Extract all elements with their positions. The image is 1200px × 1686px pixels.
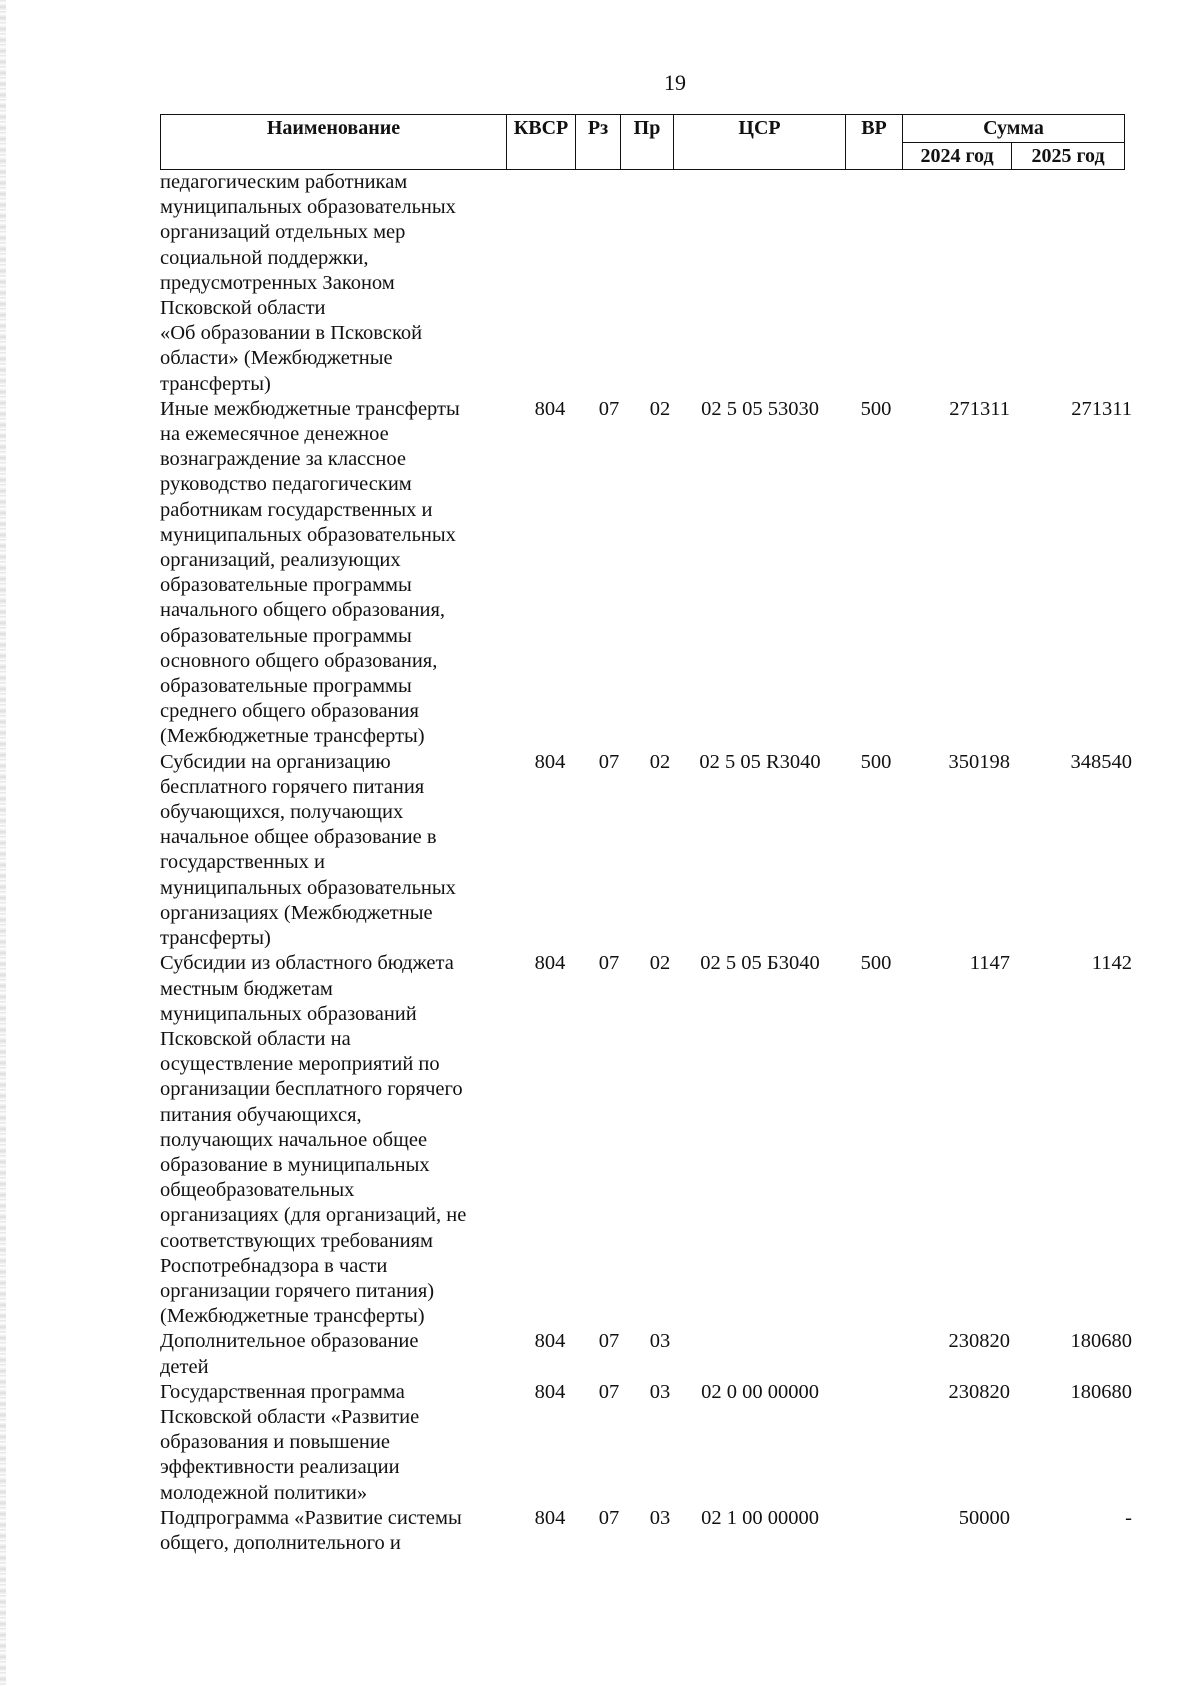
row-rz: 07 bbox=[598, 397, 620, 420]
row-sum-2024: 271311 bbox=[949, 397, 1010, 420]
page-number: 19 bbox=[664, 70, 686, 95]
row-kvsr: 804 bbox=[534, 1380, 566, 1403]
row-csr: 02 5 05 Б3040 bbox=[700, 952, 820, 975]
row-kvsr: 804 bbox=[534, 952, 566, 975]
row-sum-2025: 180680 bbox=[1070, 1380, 1132, 1403]
row-csr: 02 5 05 53030 bbox=[701, 397, 819, 420]
row-pr: 03 bbox=[649, 1330, 671, 1353]
header-name: Наименование bbox=[161, 115, 507, 170]
table-row bbox=[160, 1506, 1140, 1556]
row-name: Государственная программа Псковской области «Развитие образования и повышение эффективности реализации молодежной политики» bbox=[160, 1380, 420, 1504]
row-sum-2025: 271311 bbox=[1071, 397, 1132, 420]
row-csr: 02 5 05 R3040 bbox=[699, 750, 821, 773]
row-sum-2025: 348540 bbox=[1070, 750, 1132, 773]
table-row bbox=[160, 750, 1140, 952]
row-rz: 07 bbox=[598, 1330, 620, 1353]
row-vr: 500 bbox=[860, 750, 892, 773]
row-sum-2024: 1147 bbox=[969, 952, 1010, 975]
table-body bbox=[160, 170, 1140, 1556]
table-row bbox=[160, 170, 1140, 397]
row-kvsr: 804 bbox=[534, 1330, 566, 1353]
row-vr: 500 bbox=[860, 397, 892, 420]
row-rz: 07 bbox=[598, 1380, 620, 1403]
table-header bbox=[160, 114, 1125, 170]
row-sum-2024: 350198 bbox=[948, 750, 1010, 773]
row-csr: 02 1 00 00000 bbox=[701, 1506, 819, 1529]
table-row bbox=[160, 1329, 1140, 1379]
row-name: Дополнительное образование детей bbox=[160, 1330, 419, 1378]
header-rz: Рз bbox=[576, 115, 621, 170]
table-row bbox=[160, 397, 1140, 750]
row-sum-2024: 230820 bbox=[948, 1380, 1010, 1403]
row-name: Подпрограмма «Развитие системы общего, дополнительного и bbox=[160, 1506, 462, 1554]
row-rz: 07 bbox=[598, 750, 620, 773]
row-kvsr: 804 bbox=[534, 397, 566, 420]
row-pr: 03 bbox=[649, 1380, 671, 1403]
header-year-2024: 2024 год bbox=[903, 142, 1012, 170]
row-pr: 02 bbox=[649, 397, 671, 420]
row-name: педагогическим работникам муниципальных образовательных организаций отдельных мер социальной поддержки, предусмотренных Законом Псковской области «Об образовании в Псковской области» (Межбюджетные трансферты) bbox=[160, 171, 456, 395]
header-csr: ЦСР bbox=[674, 115, 846, 170]
row-rz: 07 bbox=[598, 1506, 620, 1529]
row-pr: 03 bbox=[649, 1506, 671, 1529]
header-pr: Пр bbox=[621, 115, 674, 170]
row-csr: 02 0 00 00000 bbox=[701, 1380, 819, 1403]
row-kvsr: 804 bbox=[534, 1506, 566, 1529]
row-name: Иные межбюджетные трансферты на ежемесячное денежное вознаграждение за классное руководство педагогическим работникам государственных и муниципальных образовательных организаций, реализующих образовательные программы начального общего образования, образовательные программы основного общего образования, образовательные программы среднего общего образования (Межбюджетные трансферты) bbox=[160, 397, 460, 748]
row-rz: 07 bbox=[598, 952, 620, 975]
scan-edge bbox=[0, 0, 6, 1686]
row-name: Субсидии на организацию бесплатного горячего питания обучающихся, получающих начальное общее образование в государственных и муниципальных образовательных организациях (Межбюджетные трансферты) bbox=[160, 750, 456, 950]
header-kvsr: КВСР bbox=[507, 115, 576, 170]
row-sum-2025: 180680 bbox=[1070, 1330, 1132, 1353]
row-name: Субсидии из областного бюджета местным бюджетам муниципальных образований Псковской области на осуществление мероприятий по организации бесплатного горячего питания обучающихся, получающих начальное общее образование в муниципальных общеобразовательных организациях (для организаций, не соответствующих требованиям Роспотребнадзора в части организации горячего питания) (Межбюджетные трансферты) bbox=[160, 952, 467, 1328]
table-row bbox=[160, 951, 1140, 1329]
header-year-2025: 2025 год bbox=[1012, 142, 1125, 170]
header-sum: Сумма bbox=[903, 115, 1125, 143]
row-sum-2024: 230820 bbox=[948, 1330, 1010, 1353]
row-pr: 02 bbox=[649, 750, 671, 773]
header-vr: ВР bbox=[846, 115, 903, 170]
row-vr: 500 bbox=[860, 952, 892, 975]
row-sum-2025: 1142 bbox=[1091, 952, 1132, 975]
row-sum-2024: 50000 bbox=[958, 1506, 1010, 1529]
row-sum-2025: - bbox=[1125, 1506, 1132, 1529]
row-pr: 02 bbox=[649, 952, 671, 975]
table-row bbox=[160, 1380, 1140, 1506]
row-kvsr: 804 bbox=[534, 750, 566, 773]
